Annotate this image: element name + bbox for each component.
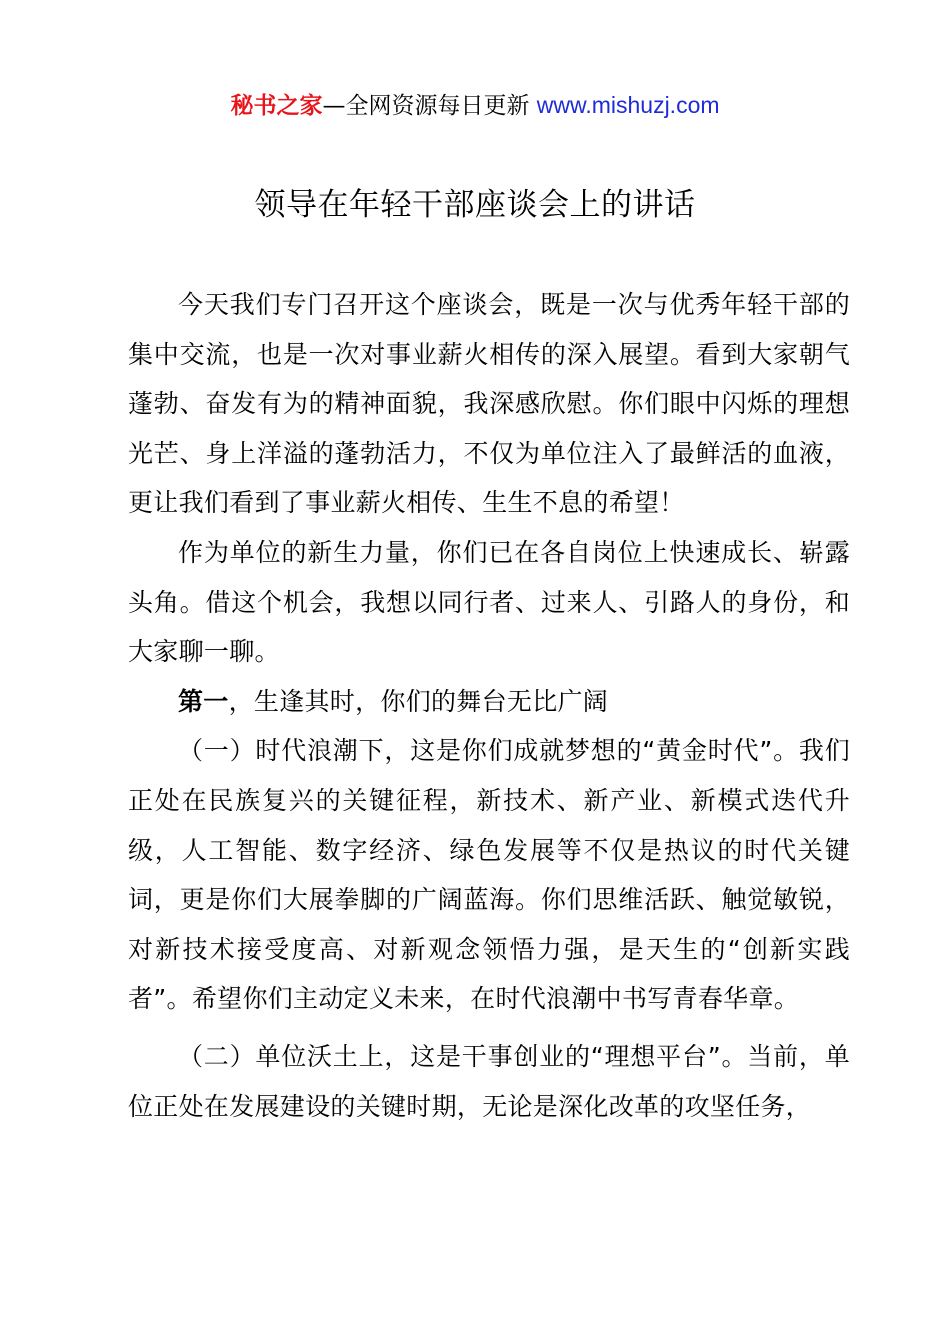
page-header [0,88,950,123]
subsection-2: （二）单位沃土上，这是干事创业的“理想平台”。当前，单位正处在发展建设的关键时期，无论是深化改革的攻坚任务， [128,1041,850,1121]
header-slogan: —全网资源每日更新 [322,93,537,119]
paragraph-intro: 今天我们专门召开这个座谈会，既是一次与优秀年轻干部的集中交流，也是一次对事业薪火相传的深入展望。看到大家朝气蓬勃、奋发有为的精神面貌，我深感欣慰。你们眼中闪烁的理想光芒、身上洋溢的蓬勃活力，不仅为单位注入了最鲜活的血液，更让我们看到了事业薪火相传、生生不息的希望！ [128,290,850,518]
document-title: 领导在年轻干部座谈会上的讲话 [254,187,696,223]
brand-name: 秘书之家 [230,93,323,119]
section-heading-text: ，生逢其时，你们的舞台无比广阔 [228,686,609,716]
section-heading-1 [128,677,850,727]
paragraph-purpose: 作为单位的新生力量，你们已在各自岗位上快速成长、崭露头角。借这个机会，我想以同行者、过来人、引路人的身份，和大家聊一聊。 [128,537,850,667]
section-label: 第一 [178,686,229,716]
subsection-1: （一）时代浪潮下，这是你们成就梦想的“黄金时代”。我们正处在民族复兴的关键征程，新技术、新产业、新模式迭代升级，人工智能、数字经济、绿色发展等不仅是热议的时代关键词，更是你们大展拳脚的广阔蓝海。你们思维活跃、触觉敏锐，对新技术接受度高、对新观念领悟力强，是天生的“创新实践者”。希望你们主动定义未来，在时代浪潮中书写青春华章。 [128,736,850,1014]
site-url[interactable]: www.mishuzj.com [536,92,720,118]
document-body [128,280,850,1131]
